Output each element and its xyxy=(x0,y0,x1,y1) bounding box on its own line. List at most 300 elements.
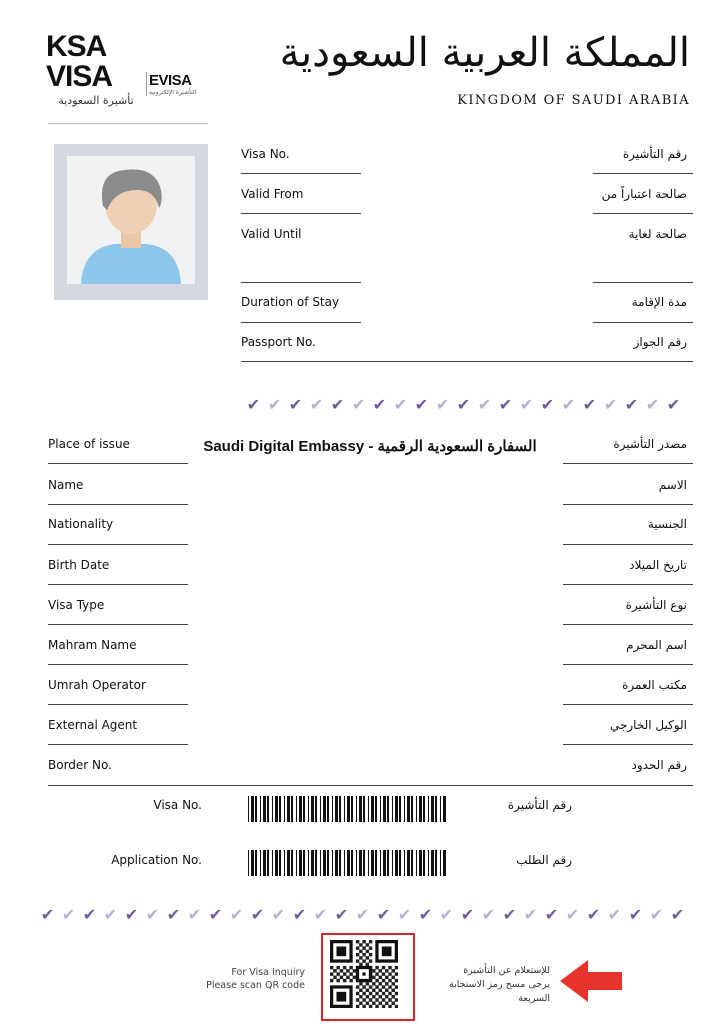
qr-module xyxy=(359,950,362,953)
duration-label-ar: مدة الإقامة xyxy=(631,295,687,309)
checkmark-icon: ✔ xyxy=(502,905,517,924)
qr-module xyxy=(340,976,343,979)
barcode-bar xyxy=(359,850,362,876)
barcode-bar xyxy=(419,796,422,822)
qr-module xyxy=(362,972,365,975)
qr-module xyxy=(349,966,352,969)
external-agent-label: External Agent xyxy=(48,718,138,732)
checkmark-icon: ✔ xyxy=(103,905,118,924)
checkmark-icon: ✔ xyxy=(561,395,576,414)
brand-arabic: تأشيرة السعودية xyxy=(58,94,134,107)
qr-module xyxy=(356,959,359,962)
place-of-issue-label: Place of issue xyxy=(48,437,130,451)
field-rule xyxy=(563,463,693,464)
inquiry-en-line2: Please scan QR code xyxy=(206,980,305,991)
qr-module xyxy=(379,976,382,979)
checkmark-icon: ✔ xyxy=(414,395,429,414)
kingdom-english-title: KINGDOM OF SAUDI ARABIA xyxy=(457,93,690,108)
qr-module xyxy=(392,989,395,992)
checkmark-icon: ✔ xyxy=(267,395,282,414)
barcode-bar xyxy=(428,850,429,876)
barcode-bar xyxy=(335,850,338,876)
barcode-bar xyxy=(320,796,321,822)
qr-module xyxy=(333,969,336,972)
name-label-ar: الاسم xyxy=(658,478,687,492)
barcode-bar xyxy=(267,850,269,876)
barcode-bar xyxy=(263,796,266,822)
field-rule xyxy=(48,704,188,705)
brand-line2: VISA xyxy=(46,60,113,93)
qr-module xyxy=(382,972,385,975)
visa-no-label: Visa No. xyxy=(241,147,290,161)
barcode-bar xyxy=(296,850,297,876)
valid-until-label: Valid Until xyxy=(241,227,302,241)
field-rule xyxy=(241,322,361,323)
qr-module xyxy=(385,969,388,972)
barcode-bar xyxy=(395,796,398,822)
qr-module xyxy=(382,992,385,995)
barcode-bar xyxy=(284,850,285,876)
barcode-bar xyxy=(443,850,446,876)
external-agent-label-ar: الوكيل الخارجي xyxy=(609,718,687,732)
barcode-bar xyxy=(395,850,398,876)
barcode-bar xyxy=(380,850,381,876)
barcode-bar xyxy=(284,796,285,822)
barcode-bar xyxy=(435,796,437,822)
qr-module xyxy=(356,940,359,943)
qr-module xyxy=(356,953,359,956)
barcode-bar xyxy=(423,796,425,822)
mahram-name-label: Mahram Name xyxy=(48,638,137,652)
checkmark-icon: ✔ xyxy=(481,905,496,924)
qr-module xyxy=(388,998,391,1001)
visa-number-barcode xyxy=(248,796,448,822)
barcode-bar xyxy=(335,796,338,822)
qr-module xyxy=(388,992,391,995)
passport-no-label: Passport No. xyxy=(241,335,316,349)
qr-module xyxy=(362,985,365,988)
barcode-bar xyxy=(272,850,273,876)
qr-module xyxy=(346,969,349,972)
qr-module xyxy=(336,992,346,1002)
barcode-bar xyxy=(383,850,386,876)
brand-line1: KSA xyxy=(46,30,107,63)
umrah-operator-label: Umrah Operator xyxy=(48,678,146,692)
barcode-bar xyxy=(299,796,302,822)
border-no-label-ar: رقم الحدود xyxy=(631,758,687,772)
checkmark-icon: ✔ xyxy=(565,905,580,924)
valid-from-label: Valid From xyxy=(241,187,304,201)
field-rule xyxy=(48,624,188,625)
barcode-bar xyxy=(260,850,261,876)
checkmark-icon: ✔ xyxy=(250,905,265,924)
checkmark-icon: ✔ xyxy=(666,395,681,414)
field-rule xyxy=(241,213,361,214)
barcode-bar xyxy=(287,850,290,876)
barcode-bar xyxy=(267,796,269,822)
barcode-bar xyxy=(428,796,429,822)
checkmark-icon: ✔ xyxy=(351,395,366,414)
checkmark-icon: ✔ xyxy=(624,395,639,414)
barcode-bar xyxy=(399,850,401,876)
qr-module xyxy=(395,979,398,982)
qr-module xyxy=(375,1005,378,1008)
barcode-bar xyxy=(308,850,309,876)
barcode-bar xyxy=(332,850,333,876)
qr-module xyxy=(366,963,369,966)
qr-module xyxy=(392,1002,395,1005)
qr-module xyxy=(362,940,365,943)
barcode-bar xyxy=(411,796,413,822)
checkmark-icon: ✔ xyxy=(649,905,664,924)
barcode-bar xyxy=(380,796,381,822)
qr-module xyxy=(366,1002,369,1005)
barcode-bar xyxy=(404,850,405,876)
field-rule xyxy=(48,664,188,665)
checkmark-divider-bottom xyxy=(37,905,688,925)
qr-module xyxy=(330,972,333,975)
qr-module xyxy=(330,966,333,969)
barcode-bar xyxy=(387,850,389,876)
barcode-application-no-label: Application No. xyxy=(111,853,202,867)
qr-module xyxy=(385,976,388,979)
qr-module xyxy=(343,979,346,982)
barcode-bar xyxy=(255,796,257,822)
barcode-bar xyxy=(416,796,417,822)
qr-module xyxy=(369,998,372,1001)
barcode-bar xyxy=(344,850,345,876)
field-rule xyxy=(48,504,188,505)
qr-module xyxy=(395,1005,398,1008)
visa-type-label-ar: نوع التأشيرة xyxy=(625,598,687,612)
checkmark-icon: ✔ xyxy=(460,905,475,924)
barcode-bar xyxy=(371,850,374,876)
qr-module xyxy=(362,1005,365,1008)
checkmark-icon: ✔ xyxy=(582,395,597,414)
qr-module xyxy=(369,946,372,949)
birth-date-label: Birth Date xyxy=(48,558,110,572)
qr-module xyxy=(372,1002,375,1005)
qr-module xyxy=(375,985,378,988)
qr-module xyxy=(375,966,378,969)
barcode-bar xyxy=(407,796,410,822)
qr-module xyxy=(359,995,362,998)
qr-code-icon[interactable] xyxy=(330,940,398,1008)
qr-module xyxy=(395,966,398,969)
checkmark-icon: ✔ xyxy=(519,395,534,414)
qr-module xyxy=(349,979,352,982)
barcode-bar xyxy=(275,850,278,876)
qr-module xyxy=(382,966,385,969)
valid-until-label-ar: صالحة لغاية xyxy=(628,227,687,241)
qr-module xyxy=(369,1005,372,1008)
qr-module xyxy=(395,998,398,1001)
inquiry-arabic xyxy=(420,964,550,1006)
barcode-bar xyxy=(375,850,377,876)
arrow-left-icon xyxy=(560,958,624,1004)
qr-module xyxy=(379,989,382,992)
qr-module xyxy=(349,972,352,975)
checkmark-icon: ✔ xyxy=(166,905,181,924)
qr-module xyxy=(379,995,382,998)
checkmark-icon: ✔ xyxy=(309,395,324,414)
barcode-bar xyxy=(440,850,441,876)
barcode-bar xyxy=(320,850,321,876)
barcode-bar xyxy=(423,850,425,876)
qr-module xyxy=(369,992,372,995)
qr-module xyxy=(392,969,395,972)
inquiry-english xyxy=(205,966,305,992)
checkmark-icon: ✔ xyxy=(292,905,307,924)
checkmark-icon: ✔ xyxy=(229,905,244,924)
field-rule xyxy=(48,544,188,545)
checkmark-icon: ✔ xyxy=(645,395,660,414)
evisa-logo xyxy=(146,72,219,96)
checkmark-icon: ✔ xyxy=(82,905,97,924)
qr-module xyxy=(336,966,339,969)
qr-module xyxy=(388,979,391,982)
barcode-bar xyxy=(375,796,377,822)
barcode-bar xyxy=(435,850,437,876)
qr-module xyxy=(356,998,359,1001)
barcode-bar xyxy=(443,796,446,822)
barcode-bar xyxy=(299,850,302,876)
barcode-bar xyxy=(344,796,345,822)
checkmark-icon: ✔ xyxy=(246,395,261,414)
barcode-bar xyxy=(339,796,341,822)
valid-from-label-ar: صالحة اعتباراً من xyxy=(601,187,687,201)
barcode-bar xyxy=(275,796,278,822)
checkmark-icon: ✔ xyxy=(313,905,328,924)
barcode-bar xyxy=(351,796,353,822)
qr-module xyxy=(382,985,385,988)
barcode-bar xyxy=(387,796,389,822)
qr-module xyxy=(356,985,359,988)
barcode-bar xyxy=(368,850,369,876)
field-rule xyxy=(563,744,693,745)
checkmark-icon: ✔ xyxy=(334,905,349,924)
section-rule xyxy=(241,361,693,362)
barcode-bar xyxy=(407,850,410,876)
barcode-application-no-label-ar: رقم الطلب xyxy=(516,853,572,867)
qr-module xyxy=(333,976,336,979)
barcode-bar xyxy=(347,796,350,822)
barcode-bar xyxy=(263,850,266,876)
qr-module xyxy=(372,989,375,992)
qr-module xyxy=(353,969,356,972)
qr-module xyxy=(385,1002,388,1005)
checkmark-icon: ✔ xyxy=(288,395,303,414)
qr-module xyxy=(336,972,339,975)
passport-no-label-ar: رقم الجواز xyxy=(633,335,687,349)
barcode-bar xyxy=(431,796,434,822)
qr-module xyxy=(369,959,372,962)
field-rule xyxy=(48,584,188,585)
qr-module xyxy=(388,1005,391,1008)
border-no-label: Border No. xyxy=(48,758,112,772)
checkmark-icon: ✔ xyxy=(435,395,450,414)
qr-module xyxy=(366,995,369,998)
barcode-bar xyxy=(303,796,305,822)
qr-module xyxy=(343,966,346,969)
qr-module xyxy=(395,992,398,995)
umrah-operator-label-ar: مكتب العمرة xyxy=(622,678,687,692)
barcode-bar xyxy=(440,796,441,822)
birth-date-label-ar: تاريخ الميلاد xyxy=(629,558,687,572)
qr-module xyxy=(369,940,372,943)
checkmark-icon: ✔ xyxy=(544,905,559,924)
field-rule xyxy=(593,213,693,214)
qr-module xyxy=(382,946,392,956)
barcode-bar xyxy=(311,850,314,876)
qr-module xyxy=(353,976,356,979)
barcode-bar xyxy=(287,796,290,822)
barcode-bar xyxy=(351,850,353,876)
visa-type-label: Visa Type xyxy=(48,598,105,612)
field-rule xyxy=(593,322,693,323)
qr-module xyxy=(392,995,395,998)
barcode-bar xyxy=(296,796,297,822)
qr-module xyxy=(362,946,365,949)
checkmark-icon: ✔ xyxy=(603,395,618,414)
barcode-bar xyxy=(404,796,405,822)
checkmark-icon: ✔ xyxy=(498,395,513,414)
qr-module xyxy=(346,976,349,979)
qr-module xyxy=(385,995,388,998)
barcode-bar xyxy=(260,796,261,822)
barcode-bar xyxy=(308,796,309,822)
barcode-bar xyxy=(315,850,317,876)
qr-module xyxy=(366,943,369,946)
field-rule xyxy=(241,173,361,174)
qr-module xyxy=(340,969,343,972)
qr-module xyxy=(366,982,369,985)
barcode-bar xyxy=(431,850,434,876)
qr-module xyxy=(366,989,369,992)
qr-module xyxy=(392,982,395,985)
qr-module xyxy=(359,1002,362,1005)
barcode-bar xyxy=(291,796,293,822)
barcode-visa-no-label: Visa No. xyxy=(153,798,202,812)
qr-module xyxy=(356,992,359,995)
checkmark-icon: ✔ xyxy=(376,905,391,924)
qr-module xyxy=(385,989,388,992)
nationality-label-ar: الجنسية xyxy=(647,517,687,531)
checkmark-icon: ✔ xyxy=(330,395,345,414)
field-rule xyxy=(241,282,361,283)
barcode-visa-no-label-ar: رقم التأشيرة xyxy=(507,798,572,812)
header-divider xyxy=(48,123,208,124)
field-rule xyxy=(563,544,693,545)
checkmark-icon: ✔ xyxy=(40,905,55,924)
barcode-bar xyxy=(356,796,357,822)
qr-module xyxy=(372,982,375,985)
field-rule xyxy=(593,282,693,283)
place-of-issue-value: Saudi Digital Embassy - السفارة السعودية الرقمية xyxy=(203,438,537,455)
mahram-name-label-ar: اسم المحرم xyxy=(626,638,687,652)
barcode-bar xyxy=(368,796,369,822)
name-label: Name xyxy=(48,478,84,492)
barcode-bar xyxy=(303,850,305,876)
qr-module xyxy=(369,985,372,988)
checkmark-icon: ✔ xyxy=(355,905,370,924)
barcode-bar xyxy=(339,850,341,876)
person-placeholder-icon xyxy=(67,156,195,284)
qr-module xyxy=(366,950,369,953)
barcode-bar xyxy=(419,850,422,876)
qr-module xyxy=(366,956,369,959)
checkmark-icon: ✔ xyxy=(187,905,202,924)
application-number-barcode xyxy=(248,850,448,876)
checkmark-icon: ✔ xyxy=(208,905,223,924)
checkmark-icon: ✔ xyxy=(418,905,433,924)
checkmark-divider-top xyxy=(243,395,684,415)
inquiry-ar-line2: يرجى مسح رمز الاستجابة السريعة xyxy=(449,979,550,1004)
evisa-arabic: التأشيرة الإلكترونية xyxy=(149,89,197,96)
qr-module xyxy=(375,992,378,995)
checkmark-icon: ✔ xyxy=(628,905,643,924)
field-rule xyxy=(48,744,188,745)
field-rule xyxy=(563,504,693,505)
barcode-bar xyxy=(291,850,293,876)
qr-module xyxy=(375,972,378,975)
field-rule xyxy=(563,664,693,665)
qr-module xyxy=(359,956,362,959)
barcode-bar xyxy=(311,796,314,822)
barcode-bar xyxy=(248,850,249,876)
field-rule xyxy=(563,624,693,625)
checkmark-icon: ✔ xyxy=(124,905,139,924)
inquiry-ar-line1: للإستعلام عن التأشيرة xyxy=(463,965,550,976)
qr-module xyxy=(359,963,362,966)
qr-module xyxy=(356,1005,359,1008)
qr-module xyxy=(388,966,391,969)
checkmark-icon: ✔ xyxy=(477,395,492,414)
barcode-bar xyxy=(251,850,254,876)
checkmark-icon: ✔ xyxy=(397,905,412,924)
barcode-bar xyxy=(327,850,329,876)
barcode-bar xyxy=(347,850,350,876)
qr-module xyxy=(359,943,362,946)
qr-module xyxy=(372,976,375,979)
barcode-bar xyxy=(392,850,393,876)
qr-module xyxy=(388,985,391,988)
qr-module xyxy=(382,998,385,1001)
barcode-bar xyxy=(363,850,365,876)
qr-module xyxy=(362,992,365,995)
checkmark-icon: ✔ xyxy=(586,905,601,924)
barcode-bar xyxy=(279,850,281,876)
checkmark-icon: ✔ xyxy=(456,395,471,414)
checkmark-icon: ✔ xyxy=(372,395,387,414)
field-rule xyxy=(563,584,693,585)
qr-module xyxy=(369,953,372,956)
barcode-bar xyxy=(383,796,386,822)
barcode-bar xyxy=(315,796,317,822)
barcode-bar xyxy=(399,796,401,822)
qr-module xyxy=(382,1005,385,1008)
checkmark-icon: ✔ xyxy=(523,905,538,924)
qr-module xyxy=(379,982,382,985)
checkmark-icon: ✔ xyxy=(393,395,408,414)
qr-module xyxy=(343,972,346,975)
barcode-bar xyxy=(251,796,254,822)
visa-no-label-ar: رقم التأشيرة xyxy=(622,147,687,161)
checkmark-icon: ✔ xyxy=(271,905,286,924)
barcode-bar xyxy=(323,850,326,876)
barcode-bar xyxy=(356,850,357,876)
checkmark-icon: ✔ xyxy=(145,905,160,924)
